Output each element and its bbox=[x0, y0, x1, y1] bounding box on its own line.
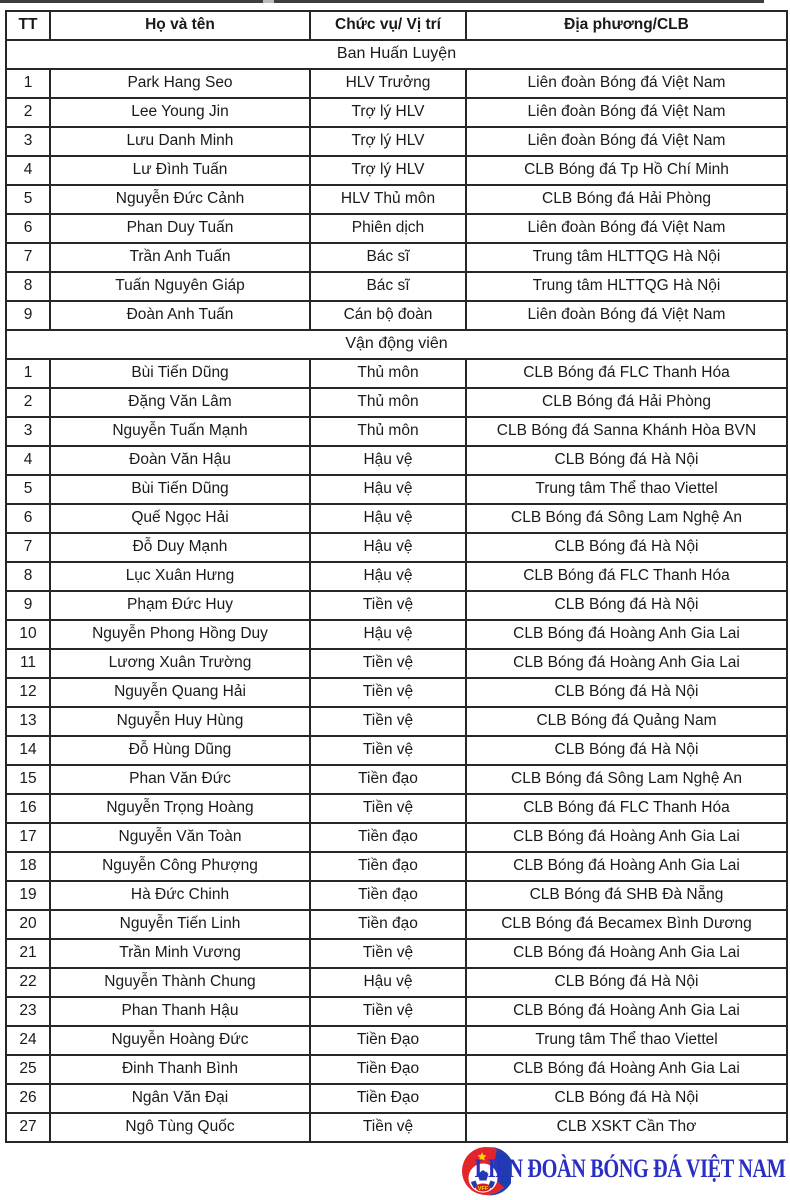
cell-club: CLB Bóng đá Becamex Bình Dương bbox=[466, 910, 787, 939]
table-row bbox=[6, 736, 787, 765]
cell-name: Park Hang Seo bbox=[50, 69, 310, 98]
cell-club: CLB Bóng đá Sông Lam Nghệ An bbox=[466, 765, 787, 794]
cell-club: Liên đoàn Bóng đá Việt Nam bbox=[466, 98, 787, 127]
cell-name: Bùi Tiến Dũng bbox=[50, 359, 310, 388]
cell-name: Ngô Tùng Quốc bbox=[50, 1113, 310, 1142]
cell-number: 7 bbox=[6, 243, 50, 272]
cell-club: CLB Bóng đá SHB Đà Nẵng bbox=[466, 881, 787, 910]
cell-position: Tiền vệ bbox=[310, 736, 466, 765]
header-tt: TT bbox=[6, 11, 50, 40]
cell-position: Bác sĩ bbox=[310, 272, 466, 301]
cell-club: CLB Bóng đá Hoàng Anh Gia Lai bbox=[466, 939, 787, 968]
cell-club: CLB Bóng đá Hà Nội bbox=[466, 968, 787, 997]
cell-number: 17 bbox=[6, 823, 50, 852]
table-row bbox=[6, 649, 787, 678]
cell-name: Hà Đức Chinh bbox=[50, 881, 310, 910]
cell-position: Trợ lý HLV bbox=[310, 156, 466, 185]
cell-number: 16 bbox=[6, 794, 50, 823]
cell-name: Phan Văn Đức bbox=[50, 765, 310, 794]
table-row bbox=[6, 533, 787, 562]
header-name: Họ và tên bbox=[50, 11, 310, 40]
cell-club: Liên đoàn Bóng đá Việt Nam bbox=[466, 301, 787, 330]
cell-position: Cán bộ đoàn bbox=[310, 301, 466, 330]
cell-position: Tiền vệ bbox=[310, 1113, 466, 1142]
table-row bbox=[6, 359, 787, 388]
cell-name: Đinh Thanh Bình bbox=[50, 1055, 310, 1084]
table-row bbox=[6, 823, 787, 852]
cell-name: Đỗ Hùng Dũng bbox=[50, 736, 310, 765]
cell-position: Tiền đạo bbox=[310, 881, 466, 910]
table-row bbox=[6, 156, 787, 185]
cell-name: Tuấn Nguyên Giáp bbox=[50, 272, 310, 301]
table-row bbox=[6, 127, 787, 156]
cell-name: Trần Minh Vương bbox=[50, 939, 310, 968]
cell-number: 6 bbox=[6, 504, 50, 533]
cell-club: Trung tâm HLTTQG Hà Nội bbox=[466, 243, 787, 272]
cell-name: Phạm Đức Huy bbox=[50, 591, 310, 620]
cell-club: CLB Bóng đá FLC Thanh Hóa bbox=[466, 562, 787, 591]
cell-club: CLB Bóng đá Hoàng Anh Gia Lai bbox=[466, 997, 787, 1026]
cell-name: Nguyễn Công Phượng bbox=[50, 852, 310, 881]
cell-number: 25 bbox=[6, 1055, 50, 1084]
section-title: Vận động viên bbox=[6, 330, 787, 359]
cell-position: Thủ môn bbox=[310, 388, 466, 417]
cell-name: Đoàn Anh Tuấn bbox=[50, 301, 310, 330]
cell-name: Ngân Văn Đại bbox=[50, 1084, 310, 1113]
cell-name: Lư Đình Tuấn bbox=[50, 156, 310, 185]
federation-name: LIÊN ĐOÀN BÓNG ĐÁ VIỆT NAM bbox=[474, 1154, 785, 1183]
cell-position: Tiền vệ bbox=[310, 591, 466, 620]
cell-number: 5 bbox=[6, 185, 50, 214]
table-row bbox=[6, 910, 787, 939]
table-row bbox=[6, 707, 787, 736]
cell-position: Tiền đạo bbox=[310, 823, 466, 852]
cell-club: Liên đoàn Bóng đá Việt Nam bbox=[466, 127, 787, 156]
cell-name: Lương Xuân Trường bbox=[50, 649, 310, 678]
cell-number: 13 bbox=[6, 707, 50, 736]
cell-number: 15 bbox=[6, 765, 50, 794]
cell-name: Nguyễn Huy Hùng bbox=[50, 707, 310, 736]
cell-club: Liên đoàn Bóng đá Việt Nam bbox=[466, 214, 787, 243]
cell-name: Lưu Danh Minh bbox=[50, 127, 310, 156]
cell-name: Đoàn Văn Hậu bbox=[50, 446, 310, 475]
cell-position: Phiên dịch bbox=[310, 214, 466, 243]
cell-position: Tiền Đạo bbox=[310, 1055, 466, 1084]
cell-position: Hậu vệ bbox=[310, 504, 466, 533]
table-row bbox=[6, 1055, 787, 1084]
cell-number: 8 bbox=[6, 272, 50, 301]
cell-number: 5 bbox=[6, 475, 50, 504]
cell-club: Liên đoàn Bóng đá Việt Nam bbox=[466, 69, 787, 98]
cell-position: Tiền vệ bbox=[310, 939, 466, 968]
table-row bbox=[6, 504, 787, 533]
table-row bbox=[6, 417, 787, 446]
cell-position: Hậu vệ bbox=[310, 446, 466, 475]
cell-club: CLB Bóng đá FLC Thanh Hóa bbox=[466, 359, 787, 388]
cell-name: Đỗ Duy Mạnh bbox=[50, 533, 310, 562]
cell-club: Trung tâm HLTTQG Hà Nội bbox=[466, 272, 787, 301]
table-row bbox=[6, 939, 787, 968]
cell-name: Lục Xuân Hưng bbox=[50, 562, 310, 591]
table-row bbox=[6, 388, 787, 417]
cell-club: CLB Bóng đá Hà Nội bbox=[466, 591, 787, 620]
cell-number: 4 bbox=[6, 156, 50, 185]
cell-position: Tiền Đạo bbox=[310, 1026, 466, 1055]
cell-name: Lee Young Jin bbox=[50, 98, 310, 127]
table-row bbox=[6, 562, 787, 591]
cell-position: Hậu vệ bbox=[310, 533, 466, 562]
section-row bbox=[6, 330, 787, 359]
table-row bbox=[6, 997, 787, 1026]
table-row bbox=[6, 794, 787, 823]
cell-name: Phan Duy Tuấn bbox=[50, 214, 310, 243]
cell-name: Nguyễn Trọng Hoàng bbox=[50, 794, 310, 823]
cell-position: Trợ lý HLV bbox=[310, 127, 466, 156]
table-row bbox=[6, 446, 787, 475]
cell-club: CLB Bóng đá Hải Phòng bbox=[466, 185, 787, 214]
cell-number: 8 bbox=[6, 562, 50, 591]
cell-club: CLB Bóng đá Hà Nội bbox=[466, 533, 787, 562]
cell-position: Thủ môn bbox=[310, 417, 466, 446]
cell-name: Bùi Tiến Dũng bbox=[50, 475, 310, 504]
cell-position: HLV Trưởng bbox=[310, 69, 466, 98]
vff-logo-text: VFF bbox=[477, 1186, 489, 1192]
cell-name: Nguyễn Phong Hồng Duy bbox=[50, 620, 310, 649]
cell-name: Quế Ngọc Hải bbox=[50, 504, 310, 533]
cell-position: Tiền vệ bbox=[310, 997, 466, 1026]
cell-position: Tiền vệ bbox=[310, 678, 466, 707]
cell-number: 24 bbox=[6, 1026, 50, 1055]
cell-number: 19 bbox=[6, 881, 50, 910]
cell-name: Nguyễn Đức Cảnh bbox=[50, 185, 310, 214]
cell-number: 10 bbox=[6, 620, 50, 649]
cell-name: Đặng Văn Lâm bbox=[50, 388, 310, 417]
cell-name: Nguyễn Thành Chung bbox=[50, 968, 310, 997]
cell-number: 18 bbox=[6, 852, 50, 881]
table-row bbox=[6, 475, 787, 504]
cell-position: Tiền đạo bbox=[310, 765, 466, 794]
cell-position: Tiền vệ bbox=[310, 649, 466, 678]
cell-club: CLB Bóng đá Hà Nội bbox=[466, 678, 787, 707]
table-row bbox=[6, 98, 787, 127]
cell-number: 23 bbox=[6, 997, 50, 1026]
cell-name: Nguyễn Văn Toàn bbox=[50, 823, 310, 852]
cell-number: 27 bbox=[6, 1113, 50, 1142]
table-row bbox=[6, 1026, 787, 1055]
table-row bbox=[6, 620, 787, 649]
cell-position: HLV Thủ môn bbox=[310, 185, 466, 214]
roster-table bbox=[5, 10, 788, 1143]
cell-club: CLB Bóng đá Quảng Nam bbox=[466, 707, 787, 736]
cell-position: Tiền đạo bbox=[310, 910, 466, 939]
table-row bbox=[6, 301, 787, 330]
cell-club: CLB Bóng đá Sông Lam Nghệ An bbox=[466, 504, 787, 533]
section-title: Ban Huấn Luyện bbox=[6, 40, 787, 69]
cell-number: 3 bbox=[6, 127, 50, 156]
header-position: Chức vụ/ Vị trí bbox=[310, 11, 466, 40]
table-row bbox=[6, 243, 787, 272]
table-row bbox=[6, 968, 787, 997]
cell-number: 6 bbox=[6, 214, 50, 243]
cell-club: CLB Bóng đá Hoàng Anh Gia Lai bbox=[466, 1055, 787, 1084]
cell-club: Trung tâm Thể thao Viettel bbox=[466, 475, 787, 504]
cell-club: CLB Bóng đá FLC Thanh Hóa bbox=[466, 794, 787, 823]
cell-number: 12 bbox=[6, 678, 50, 707]
table-row bbox=[6, 678, 787, 707]
cell-number: 3 bbox=[6, 417, 50, 446]
cell-number: 1 bbox=[6, 69, 50, 98]
cell-position: Thủ môn bbox=[310, 359, 466, 388]
table-row bbox=[6, 185, 787, 214]
table-row bbox=[6, 214, 787, 243]
cell-number: 4 bbox=[6, 446, 50, 475]
cell-number: 9 bbox=[6, 591, 50, 620]
cell-number: 7 bbox=[6, 533, 50, 562]
cell-position: Trợ lý HLV bbox=[310, 98, 466, 127]
cell-position: Tiền vệ bbox=[310, 794, 466, 823]
header-row bbox=[6, 11, 787, 40]
table-row bbox=[6, 69, 787, 98]
cell-club: CLB Bóng đá Tp Hồ Chí Minh bbox=[466, 156, 787, 185]
cell-club: CLB Bóng đá Hà Nội bbox=[466, 446, 787, 475]
cell-number: 2 bbox=[6, 98, 50, 127]
cell-position: Tiền vệ bbox=[310, 707, 466, 736]
cell-position: Tiền Đạo bbox=[310, 1084, 466, 1113]
cell-club: CLB XSKT Cần Thơ bbox=[466, 1113, 787, 1142]
cell-club: Trung tâm Thể thao Viettel bbox=[466, 1026, 787, 1055]
cell-position: Bác sĩ bbox=[310, 243, 466, 272]
cell-number: 21 bbox=[6, 939, 50, 968]
cell-position: Hậu vệ bbox=[310, 968, 466, 997]
cell-club: CLB Bóng đá Hoàng Anh Gia Lai bbox=[466, 649, 787, 678]
table-row bbox=[6, 591, 787, 620]
cell-position: Hậu vệ bbox=[310, 620, 466, 649]
cell-number: 20 bbox=[6, 910, 50, 939]
cell-name: Nguyễn Hoàng Đức bbox=[50, 1026, 310, 1055]
cell-club: CLB Bóng đá Hà Nội bbox=[466, 736, 787, 765]
table-row bbox=[6, 1113, 787, 1142]
table-row bbox=[6, 765, 787, 794]
cell-name: Phan Thanh Hậu bbox=[50, 997, 310, 1026]
cell-name: Nguyễn Tiến Linh bbox=[50, 910, 310, 939]
cell-number: 14 bbox=[6, 736, 50, 765]
cell-club: CLB Bóng đá Hoàng Anh Gia Lai bbox=[466, 620, 787, 649]
cell-club: CLB Bóng đá Hoàng Anh Gia Lai bbox=[466, 823, 787, 852]
table-row bbox=[6, 1084, 787, 1113]
cell-number: 2 bbox=[6, 388, 50, 417]
cell-club: CLB Bóng đá Sanna Khánh Hòa BVN bbox=[466, 417, 787, 446]
cell-position: Tiền đạo bbox=[310, 852, 466, 881]
header-club: Địa phương/CLB bbox=[466, 11, 787, 40]
table-row bbox=[6, 881, 787, 910]
cell-club: CLB Bóng đá Hà Nội bbox=[466, 1084, 787, 1113]
table-row bbox=[6, 852, 787, 881]
cell-number: 1 bbox=[6, 359, 50, 388]
cropped-border-line bbox=[0, 0, 782, 3]
section-row bbox=[6, 40, 787, 69]
cell-number: 26 bbox=[6, 1084, 50, 1113]
cell-number: 9 bbox=[6, 301, 50, 330]
cell-club: CLB Bóng đá Hải Phòng bbox=[466, 388, 787, 417]
cell-name: Nguyễn Quang Hải bbox=[50, 678, 310, 707]
cell-position: Hậu vệ bbox=[310, 562, 466, 591]
cell-name: Trần Anh Tuấn bbox=[50, 243, 310, 272]
cell-position: Hậu vệ bbox=[310, 475, 466, 504]
cell-club: CLB Bóng đá Hoàng Anh Gia Lai bbox=[466, 852, 787, 881]
cell-number: 11 bbox=[6, 649, 50, 678]
cell-name: Nguyễn Tuấn Mạnh bbox=[50, 417, 310, 446]
table-row bbox=[6, 272, 787, 301]
cell-number: 22 bbox=[6, 968, 50, 997]
